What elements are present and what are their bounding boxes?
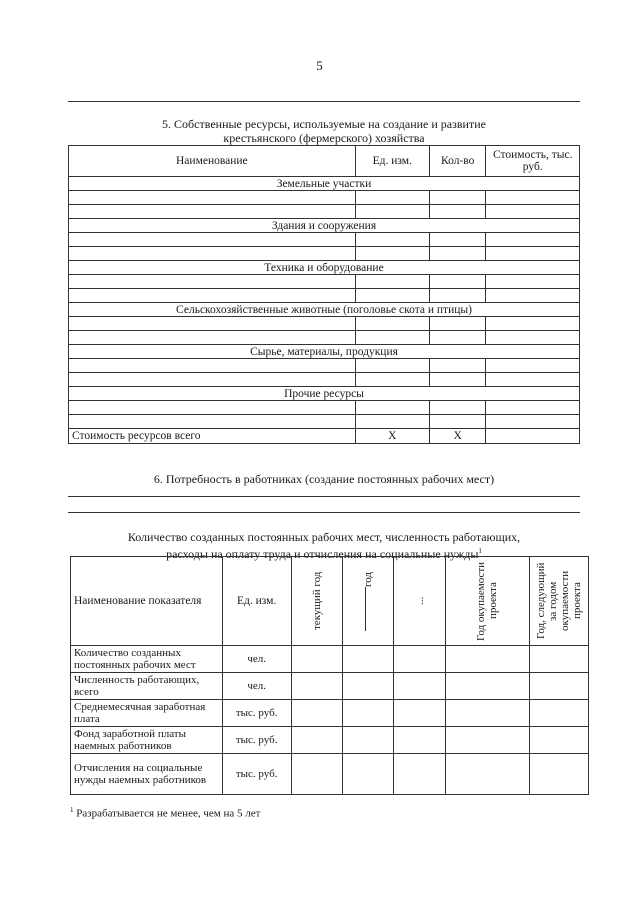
resources-header-row: [69, 146, 580, 177]
category-row: [69, 387, 580, 401]
jobs-title-line1: Количество созданных постоянных рабочих мест, численность работающих,: [127, 530, 521, 544]
table-row: [71, 700, 589, 727]
fill-line: [68, 496, 580, 497]
section5-title-line2: крестьянского (фермерского) хозяйства: [223, 131, 425, 145]
table-row: [71, 727, 589, 754]
total-label: Стоимость ресурсов всего: [69, 429, 356, 444]
jobs-table: [70, 556, 589, 795]
indicator-unit: тыс. руб.: [222, 700, 291, 727]
indicator-unit: тыс. руб.: [222, 754, 291, 795]
table-row: [71, 673, 589, 700]
col-current-year-header: текущий год: [291, 557, 342, 646]
col-year-header: год: [343, 557, 394, 646]
col-unit-header: Ед. изм.: [355, 146, 429, 177]
col-payback-year-header: Год окупаемости проекта: [445, 557, 529, 646]
category-label: Земельные участки: [69, 177, 580, 191]
category-label: Техника и оборудование: [69, 261, 580, 275]
col-qty-header: Кол-во: [429, 146, 486, 177]
table-row: [69, 359, 580, 373]
total-row: [69, 429, 580, 444]
total-qty: X: [429, 429, 486, 444]
fill-line: [68, 512, 580, 513]
table-row: [69, 191, 580, 205]
jobs-title-line2: расходы на оплату труда и отчисления на социальные нужды$^1$: [166, 547, 482, 561]
col-name-header: Наименование: [69, 146, 356, 177]
table-row: [69, 275, 580, 289]
indicator-name: Количество созданных постоянных рабочих мест: [71, 646, 223, 673]
category-label: Сельскохозяйственные животные (поголовье скота и птицы): [69, 303, 580, 317]
section6-title: 6. Потребность в работниках (создание постоянных рабочих мест): [153, 472, 495, 486]
table-row: [69, 289, 580, 303]
table-row: [69, 415, 580, 429]
indicator-unit: чел.: [222, 673, 291, 700]
resources-table: [68, 145, 580, 444]
page-number: 5: [316, 58, 323, 73]
category-row: [69, 219, 580, 233]
category-row: [69, 345, 580, 359]
col-cost-header: Стоимость, тыс. руб.: [486, 146, 580, 177]
indicator-name: Отчисления на социальные нужды наемных работников: [71, 754, 223, 795]
table-row: [69, 373, 580, 387]
category-label: Здания и сооружения: [69, 219, 580, 233]
section5-title-line1: 5. Собственные ресурсы, используемые на создание и развитие: [162, 117, 486, 131]
table-row: [69, 331, 580, 345]
footnote-ref: 1: [478, 547, 482, 555]
category-row: [69, 261, 580, 275]
indicator-name: Численность работающих, всего: [71, 673, 223, 700]
indicator-unit: тыс. руб.: [222, 727, 291, 754]
col-indicator-header: Наименование показателя: [71, 557, 223, 646]
indicator-unit: чел.: [222, 646, 291, 673]
footnote: [70, 806, 260, 820]
table-row: [69, 401, 580, 415]
col-ellipsis-header: ...: [394, 557, 445, 646]
table-row: [71, 646, 589, 673]
col-unit-header: Ед. изм.: [222, 557, 291, 646]
category-row: [69, 303, 580, 317]
footnote-text: Разрабатывается не менее, чем на 5 лет: [76, 807, 261, 820]
section5-title: [68, 117, 580, 145]
col-next-year-header: Год, следующий за годом окупаемости проекта: [530, 557, 589, 646]
footnote-mark: 1: [70, 806, 74, 814]
table-row: [69, 247, 580, 261]
category-label: Прочие ресурсы: [69, 387, 580, 401]
table-row: [69, 317, 580, 331]
total-unit: X: [355, 429, 429, 444]
header-rule: [68, 101, 580, 102]
table-row: [69, 205, 580, 219]
category-label: Сырье, материалы, продукция: [69, 345, 580, 359]
table-row: [71, 754, 589, 795]
indicator-name: Среднемесячная заработная плата: [71, 700, 223, 727]
indicator-name: Фонд заработной платы наемных работников: [71, 727, 223, 754]
jobs-header-row: [71, 557, 589, 646]
total-cost: [486, 429, 580, 444]
category-row: [69, 177, 580, 191]
year-blank: [366, 587, 367, 631]
table-row: [69, 233, 580, 247]
